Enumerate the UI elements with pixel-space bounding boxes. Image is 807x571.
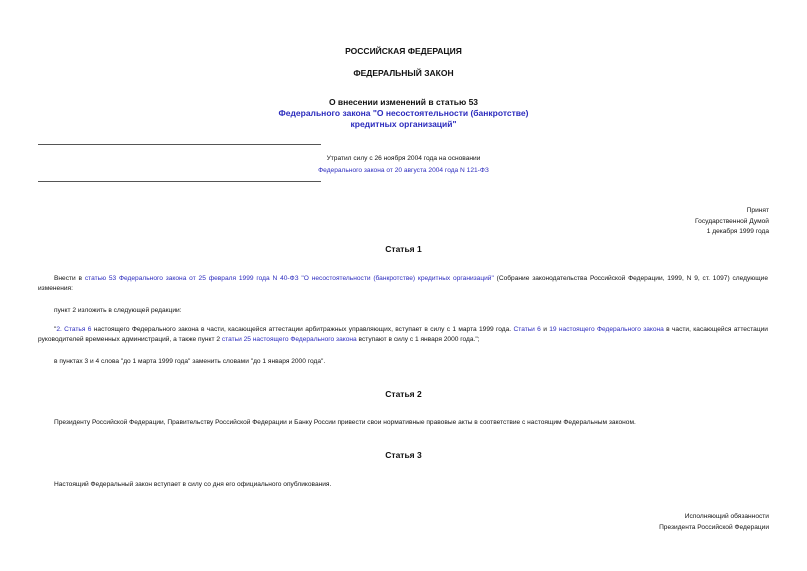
article-1-paragraph-4: в пунктах 3 и 4 слова "до 1 марта 1999 года" заменить словами "до 1 января 2000 года". [54,358,326,365]
divider-bottom [38,181,321,182]
country-heading: РОССИЙСКАЯ ФЕДЕРАЦИЯ [345,46,462,56]
article-1-paragraph-1 [38,274,768,294]
article-53-link[interactable]: статью 53 Федерального закона от 25 февраля 1999 года N 40-ФЗ "О несостоятельности (банкротстве) кредитных организаций" [84,275,494,282]
signature-line-2: Президента Российской Федерации [659,523,769,531]
adoption-line-1: Принят [746,207,769,214]
divider-top [38,144,321,145]
article-25-link[interactable]: статьи 25 настоящего Федерального закона [221,336,357,343]
article-19-link[interactable]: 19 настоящего Федерального закона [549,326,664,333]
article-2-paragraph: Президенту Российской Федерации, Правительству Российской Федерации и Банку России привести свои нормативные правовые акты в соответствие с настоящим Федеральным законом. [54,419,636,426]
p3-text-4: вступают в силу с 1 января 2000 года."; [356,336,480,343]
repeal-note: Утратил силу с 26 ноября 2004 года на основании [326,155,481,162]
adoption-date: 1 декабря 1999 года [706,228,769,235]
article-2-heading: Статья 2 [385,389,422,399]
adoption-block [695,206,769,238]
law-title-link-line-3[interactable]: кредитных организаций" [350,119,457,129]
law-title-link-line-2[interactable]: Федерального закона "О несостоятельности (банкротстве) [278,108,529,118]
law-type-heading: ФЕДЕРАЛЬНЫЙ ЗАКОН [353,68,454,78]
adoption-line-2: Государственной Думой [695,217,769,225]
p3-text-2: и [540,326,550,333]
p3-text-3: в части, касающейся аттестации руководителей временных администраций, а также пункт 2 [38,326,768,343]
article-1-p1-text-b: (Собрание законодательства Российской Федерации, 1999, N 9, ст. 1097) следующие изменения: [38,275,769,292]
article-6-link[interactable]: 2. Статья 6 [56,326,92,333]
article-1-heading: Статья 1 [385,244,422,254]
quote-open: " [54,326,57,333]
p3-text-1: настоящего Федерального закона в части, касающейся аттестации арбитражных управляющих, вступает в силу с 1 марта 1999 года. [91,326,514,333]
signature-line-1: Исполняющий обязанности [684,513,769,520]
signature-block [659,512,769,533]
articles-6-link[interactable]: Статьи 6 [513,326,541,333]
article-3-paragraph: Настоящий Федеральный закон вступает в силу со дня его официального опубликования. [54,481,332,488]
article-3-heading: Статья 3 [385,450,422,460]
article-1-paragraph-3 [38,325,768,345]
law-title-line-1: О внесении изменений в статью 53 [328,97,479,107]
article-1-paragraph-2: пункт 2 изложить в следующей редакции: [54,307,182,314]
article-1-p1-text-a: Внести в [54,275,85,282]
repeal-law-link[interactable]: Федерального закона от 20 августа 2004 года N 121-ФЗ [318,167,489,174]
